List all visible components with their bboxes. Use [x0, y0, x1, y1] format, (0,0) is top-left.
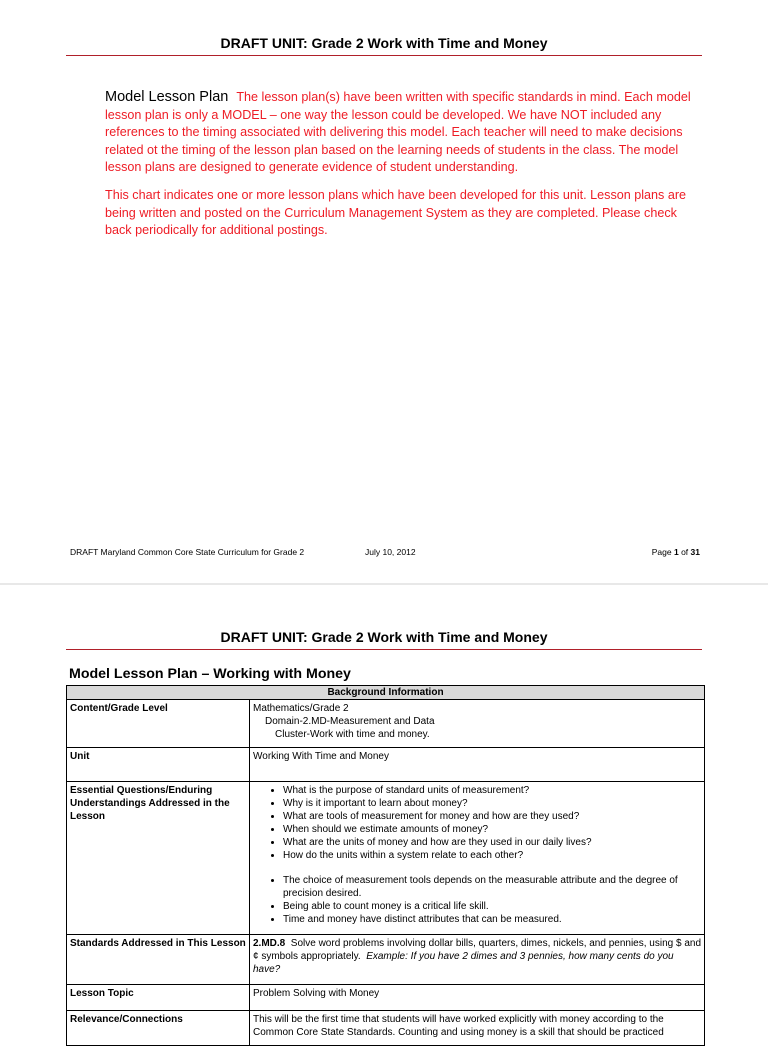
header-divider: [66, 55, 702, 56]
row-value-unit: Working With Time and Money: [250, 748, 705, 782]
list-item: • What are the units of money and how are they used in our daily lives?: [283, 836, 701, 849]
content-domain: Domain-2.MD-Measurement and Data: [265, 716, 435, 727]
table-row: [67, 1011, 705, 1046]
intro-paragraph-1: [105, 89, 705, 177]
standard-code: 2.MD.8: [253, 938, 286, 949]
footer-date: July 10, 2012: [365, 547, 416, 557]
footer-page-label: Page: [651, 547, 674, 557]
footer-page-current: 1: [673, 547, 679, 557]
row-label-unit: Unit: [67, 748, 250, 782]
list-spacer: [253, 862, 701, 874]
header-divider: [66, 649, 702, 650]
footer-page-number: [652, 547, 700, 557]
background-info-header: Background Information: [67, 686, 705, 700]
list-item: • Why is it important to learn about money?: [283, 797, 701, 810]
list-item: • Being able to count money is a critical life skill.: [283, 900, 701, 913]
content-subject: Mathematics/Grade 2: [253, 703, 349, 714]
row-label-essential-questions: Essential Questions/Enduring Understandings Addressed in the Lesson: [67, 782, 250, 935]
list-item: • What is the purpose of standard units of measurement?: [283, 784, 701, 797]
row-label-standards: Standards Addressed in This Lesson: [67, 935, 250, 985]
intro-block: [105, 89, 705, 250]
section-title: Model Lesson Plan – Working with Money: [69, 666, 351, 682]
standard-example: Example: If you have 2 dimes and 3 pennies, how many cents do you have?: [253, 951, 674, 975]
content-cluster: Cluster-Work with time and money.: [275, 729, 430, 740]
essential-questions-list: [253, 784, 701, 862]
footer-title: DRAFT Maryland Common Core State Curriculum for Grade 2: [70, 547, 305, 557]
list-item: • How do the units within a system relate to each other?: [283, 849, 701, 862]
table-row: [67, 985, 705, 1011]
row-value-content: [250, 700, 705, 748]
standard-text: Solve word problems involving dollar bills, quarters, dimes, nickels, and pennies, using $ and ¢ symbols appropriately.: [253, 938, 704, 962]
page-header-title: DRAFT UNIT: Grade 2 Work with Time and Money: [220, 629, 548, 645]
table-row: [67, 935, 705, 985]
table-header-row: [67, 686, 705, 700]
row-label-lesson-topic: Lesson Topic: [67, 985, 250, 1011]
footer-page-total: 31: [690, 547, 700, 557]
enduring-understandings-list: [253, 874, 701, 926]
page-header-title: DRAFT UNIT: Grade 2 Work with Time and Money: [220, 35, 548, 51]
footer-page-of: of: [678, 547, 691, 557]
list-item: • Time and money have distinct attributes that can be measured.: [283, 913, 701, 926]
intro-paragraph-2: This chart indicates one or more lesson plans which have been developed for this unit. Lesson plans are being written and posted on the Curriculum Management System as they are completed. Please check back periodically for additional postings.: [105, 187, 687, 238]
row-value-essential-questions: [250, 782, 705, 935]
row-label-relevance: Relevance/Connections: [67, 1011, 250, 1046]
table-row: [67, 748, 705, 782]
table-row: [67, 782, 705, 935]
row-value-relevance: This will be the first time that students will have worked explicitly with money according to the Common Core State Standards. Counting and using money is a skill that should be practiced: [250, 1011, 705, 1046]
lesson-plan-table: [66, 685, 705, 1046]
intro-text-1: The lesson plan(s) have been written with specific standards in mind. Each model lesson plan is only a MODEL – one way the lesson could be developed. We have NOT included any references to the timing associated with delivering this model. Each teacher will need to make decisions related ot the timing of the lesson plan based on the learning needs of students in the class. The model lesson plans are designed to generate evidence of student understanding.: [105, 90, 691, 175]
table-row: [67, 700, 705, 748]
document-page-2: [0, 585, 768, 1038]
row-value-standards: [250, 935, 705, 985]
list-item: • When should we estimate amounts of money?: [283, 823, 701, 836]
row-label-content: Content/Grade Level: [67, 700, 250, 748]
model-lesson-plan-heading: Model Lesson Plan: [105, 89, 229, 105]
row-value-lesson-topic: Problem Solving with Money: [250, 985, 705, 1011]
list-item: • What are tools of measurement for money and how are they used?: [283, 810, 701, 823]
list-item: • The choice of measurement tools depends on the measurable attribute and the degree of precision desired.: [283, 874, 701, 900]
